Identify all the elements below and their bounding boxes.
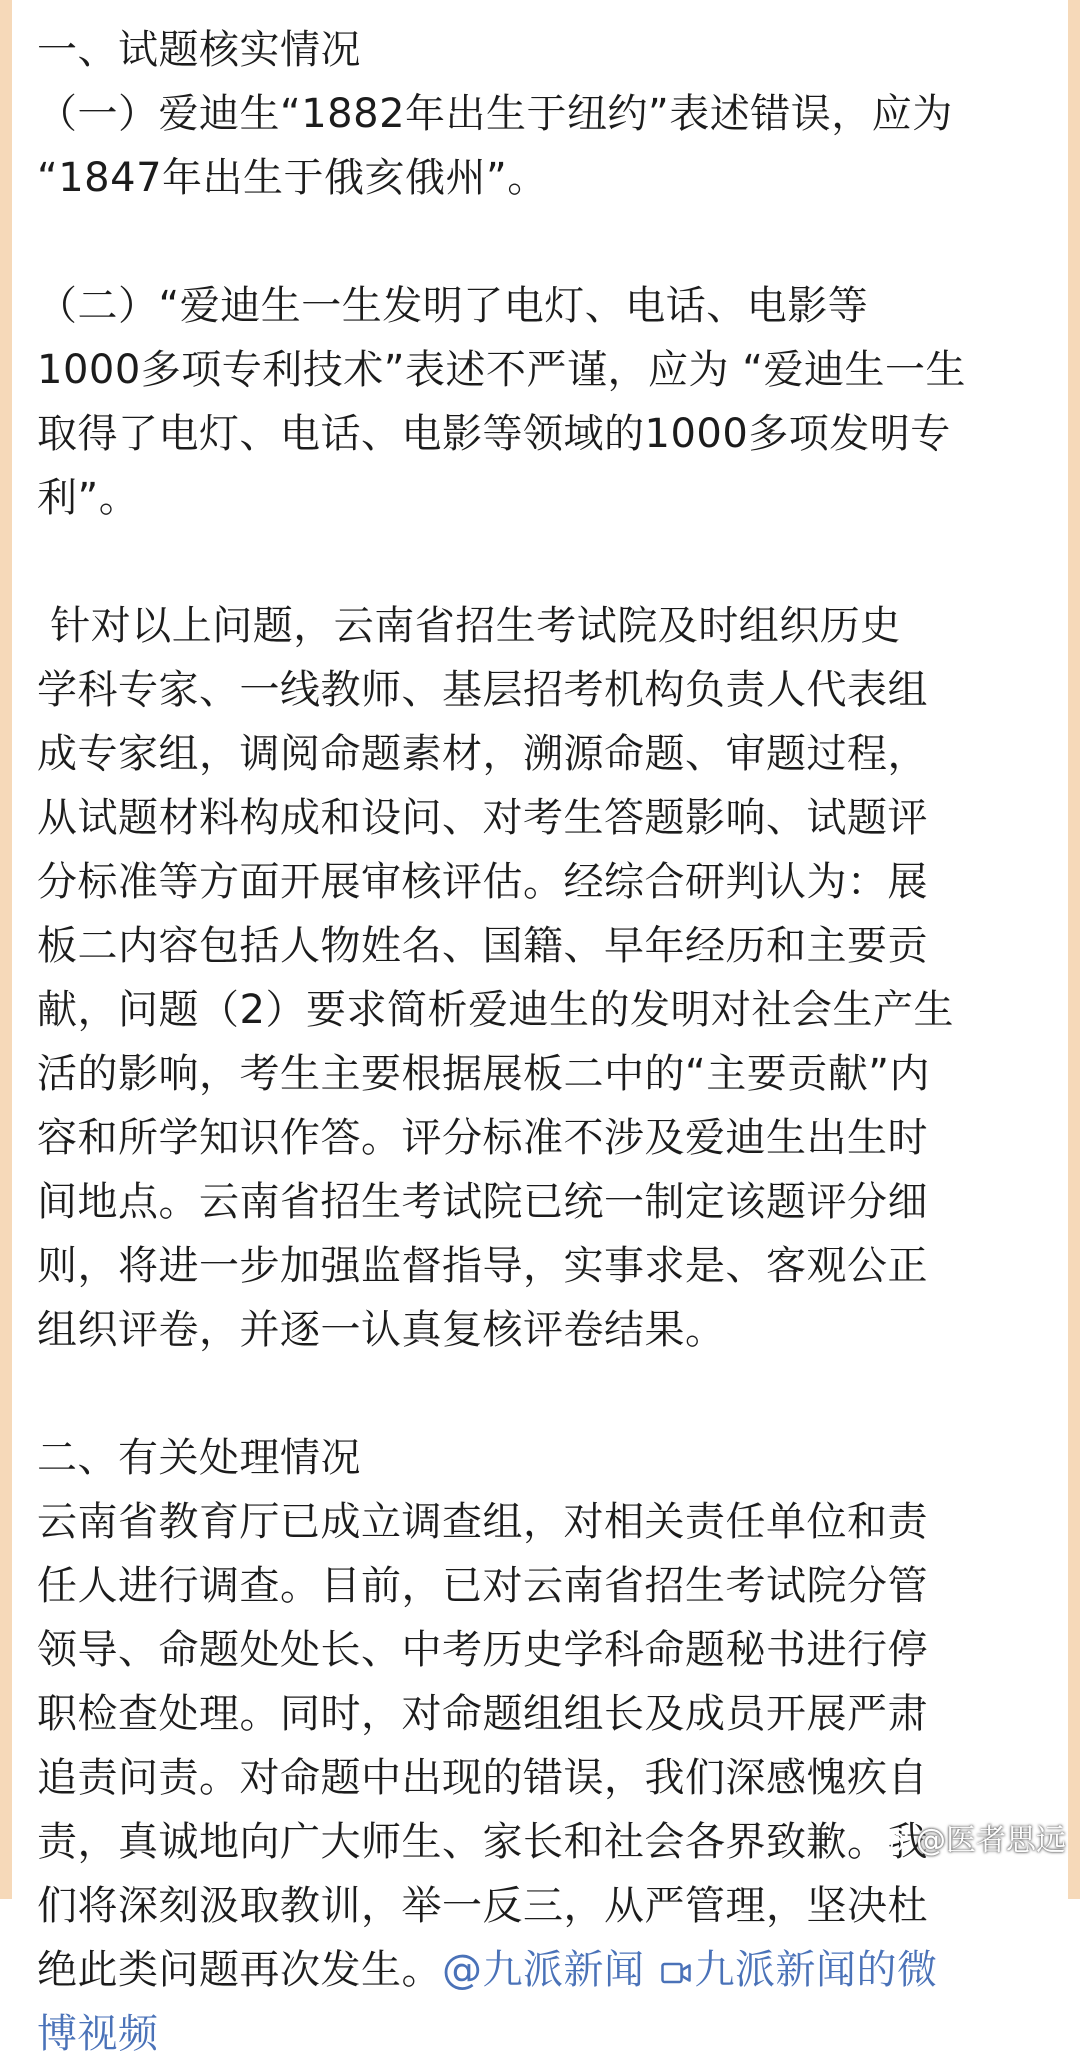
- paragraph-line-cutoff: [37, 2002, 1047, 2066]
- paragraph-line: 利”。: [37, 475, 140, 521]
- paragraph-line: 云南省教育厅已成立调查组，对相关责任单位和责: [37, 1499, 928, 1545]
- section-heading-verification: 一、试题核实情况: [37, 27, 361, 73]
- paragraph-spacer: [37, 1362, 1047, 1426]
- paragraph-line: 追责问责。对命题中出现的错误，我们深感愧疚自: [37, 1755, 928, 1801]
- right-edge-strip: [1068, 0, 1080, 1899]
- paragraph-line: 取得了电灯、电话、电影等领域的1000多项发明专: [37, 411, 951, 457]
- paragraph-spacer: [37, 530, 1047, 594]
- paragraph-line: 领导、命题处处长、中考历史学科命题秘书进行停: [37, 1627, 928, 1673]
- video-camera-icon: [661, 1960, 691, 1986]
- paragraph-line: 们将深刻汲取教训，举一反三，从严管理，坚决杜: [37, 1883, 928, 1929]
- paragraph-line: （二）“爱迪生一生发明了电灯、电话、电影等: [37, 283, 869, 329]
- paragraph-line: 任人进行调查。目前，已对云南省招生考试院分管: [37, 1563, 928, 1609]
- paragraph-line-text: 绝此类问题再次发生。: [37, 1947, 442, 1993]
- section-heading-handling: 二、有关处理情况: [37, 1435, 361, 1481]
- paragraph-line: 责，真诚地向广大师生、家长和社会各界致歉。我: [37, 1819, 928, 1865]
- paragraph-line: 从试题材料构成和设问、对考生答题影响、试题评: [37, 795, 928, 841]
- paragraph-spacer: [37, 210, 1047, 274]
- left-edge-strip: [0, 0, 12, 1899]
- paragraph-line: 1000多项专利技术”表述不严谨，应为 “爱迪生一生: [37, 347, 966, 393]
- paragraph-line: 献，问题（2）要求简析爱迪生的发明对社会生产生: [37, 987, 954, 1033]
- post-body: [37, 18, 1047, 2066]
- paragraph-line: 间地点。云南省招生考试院已统一制定该题评分细: [37, 1179, 928, 1225]
- weibo-logo-icon: [872, 1825, 910, 1855]
- paragraph-line: 板二内容包括人物姓名、国籍、早年经历和主要贡: [37, 923, 928, 969]
- paragraph-last-line: [37, 1938, 1047, 2002]
- paragraph-line: 则，将进一步加强监督指导，实事求是、客观公正: [37, 1243, 928, 1289]
- weibo-watermark: [872, 1815, 1066, 1859]
- video-link[interactable]: [645, 1947, 938, 1993]
- paragraph-line: 容和所学知识作答。评分标准不涉及爱迪生出生时: [37, 1115, 928, 1161]
- paragraph-line: 组织评卷，并逐一认真复核评卷结果。: [37, 1307, 726, 1353]
- watermark-text: @医者思远: [916, 1823, 1066, 1858]
- paragraph-line: 学科专家、一线教师、基层招考机构负责人代表组: [37, 667, 928, 713]
- paragraph-line: 活的影响，考生主要根据展板二中的“主要贡献”内: [37, 1051, 930, 1097]
- video-link-label-cont[interactable]: 博视频: [37, 2011, 159, 2057]
- video-link-label: 九派新闻的微: [694, 1947, 938, 1993]
- paragraph-line: 职检查处理。同时，对命题组组长及成员开展严肃: [37, 1691, 928, 1737]
- paragraph-line: 成专家组，调阅命题素材，溯源命题、审题过程，: [37, 731, 928, 777]
- paragraph-line: 分标准等方面开展审核评估。经综合研判认为：展: [37, 859, 928, 905]
- mention-link[interactable]: @九派新闻: [442, 1947, 645, 1993]
- paragraph-line: （一）爱迪生“1882年出生于纽约”表述错误，应为: [37, 91, 953, 137]
- paragraph-line: 针对以上问题，云南省招生考试院及时组织历史: [37, 603, 901, 649]
- paragraph-line: “1847年出生于俄亥俄州”。: [37, 155, 548, 201]
